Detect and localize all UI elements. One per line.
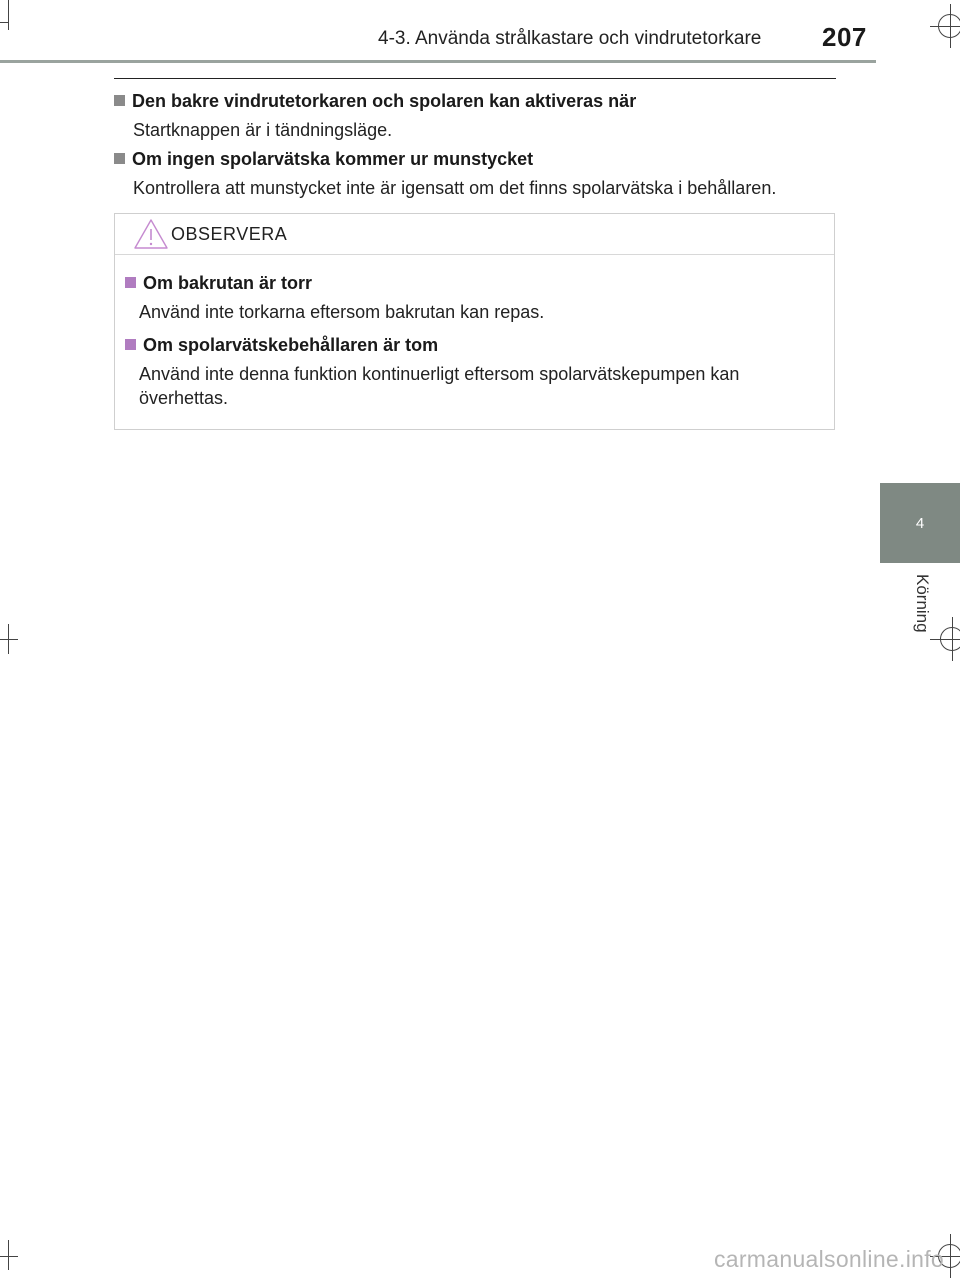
header-rule [0,60,876,63]
section-body: Startknappen är i tändningsläge. [133,120,393,140]
caution-title: OBSERVERA [171,224,288,244]
chapter-number: 4 [915,514,925,532]
crop-mark [950,4,951,48]
crop-mark [8,1240,9,1270]
crop-mark [950,1234,951,1278]
caution-box [114,213,835,430]
header-title: 4-3. Använda strålkastare och vindrutetorkare [378,28,762,49]
section-heading [114,91,636,112]
section-heading-text: Den bakre vindrutetorkaren och spolaren kan aktiveras när [132,91,637,111]
warning-triangle-icon [133,218,169,250]
crop-mark [952,617,953,661]
chapter-tab[interactable] [880,483,960,563]
caution-item-body: Använd inte denna funktion kontinuerligt eftersom spolarvätskepumpen kan överhettas. [139,364,740,408]
page-number: 207 [822,22,867,52]
crop-mark [930,26,960,27]
crop-mark [0,639,18,640]
chapter-label: Körning [913,574,932,633]
caution-divider [115,254,834,255]
crop-mark [8,624,9,654]
crop-mark [8,0,9,30]
square-bullet-icon [114,95,125,106]
square-bullet-icon [125,339,136,350]
crop-mark [930,639,960,640]
caution-item-heading-text: Om spolarvätskebehållaren är tom [143,335,439,355]
section-heading-text: Om ingen spolarvätska kommer ur munstycket [132,149,534,169]
caution-item-heading [125,335,438,356]
crop-mark [0,1256,18,1257]
caution-item-heading [125,273,312,294]
content-top-rule [114,78,836,79]
watermark[interactable]: carmanualsonline.info [713,1246,944,1272]
square-bullet-icon [125,277,136,288]
caution-item-heading-text: Om bakrutan är torr [143,273,313,293]
section-body: Kontrollera att munstycket inte är igensatt om det finns spolarvätska i behållaren. [133,178,777,198]
crop-mark [0,22,8,23]
caution-item-body: Använd inte torkarna eftersom bakrutan kan repas. [139,302,545,322]
square-bullet-icon [114,153,125,164]
section-heading [114,149,533,170]
